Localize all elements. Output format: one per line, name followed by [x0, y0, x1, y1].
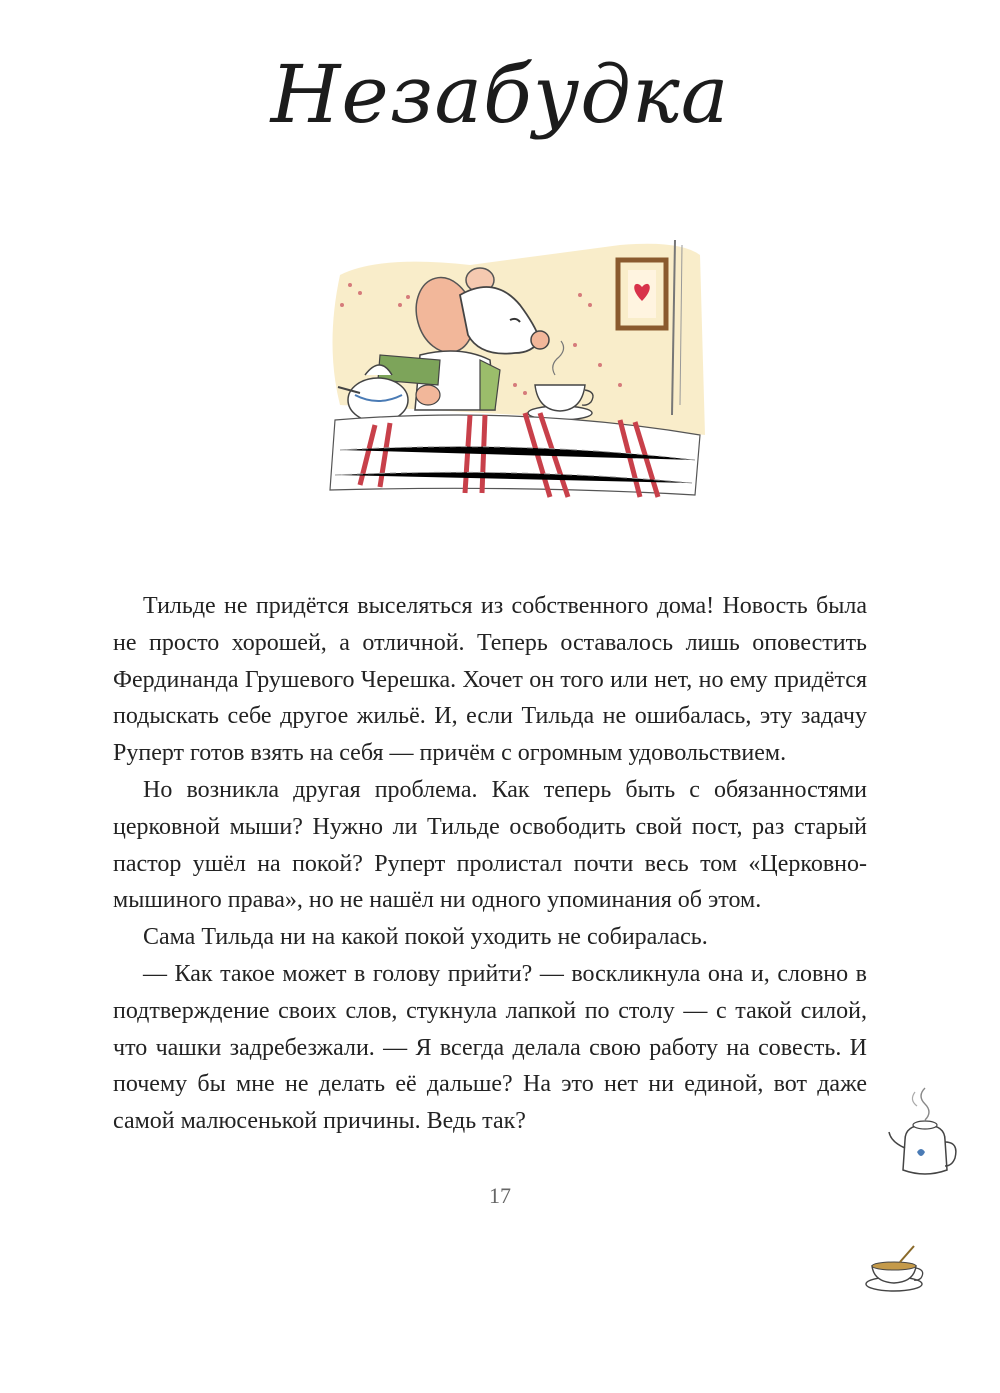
page-number: 17: [489, 1183, 511, 1208]
paragraph: Тильде не придётся выселяться из собственного дома! Новость была не просто хорошей, а отличной. Теперь оставалось лишь оповестить Фердинанда Грушевого Черешка. Хочет он того или нет, но ему придётся подыскать себе другое жильё. И, если Тильда не ошибалась, эту задачу Руперт готов взять на себя — причём с огромным удовольствием.: [113, 593, 867, 767]
teapot-icon: [885, 1080, 960, 1190]
chapter-title: Незабудка: [270, 48, 730, 141]
body-text: [113, 588, 867, 1140]
teacup-icon: [860, 1240, 930, 1300]
paragraph: — Как такое может в голову прийти? — воскликнула она и, словно в подтверждение своих слов, стукнула лапкой по столу — с такой силой, что чашки задребезжали. — Я всегда делала свою работу на совесть. И почему бы мне не делать её дальше? На это нет ни единой, вот даже самой малюсенькой причины. Ведь так?: [113, 960, 867, 1135]
mouse-drinking-tea-illustration: [320, 235, 710, 510]
paragraph: Но возникла другая проблема. Как теперь быть с обязанностями церковной мыши? Нужно ли Тильде освободить свой пост, раз старый пастор ушёл на покой? Руперт пролистал почти весь том «Церковно-мышиного права», но не нашёл ни одного упоминания об этом.: [113, 776, 867, 914]
paragraph: Сама Тильда ни на какой покой уходить не собиралась.: [143, 924, 708, 951]
